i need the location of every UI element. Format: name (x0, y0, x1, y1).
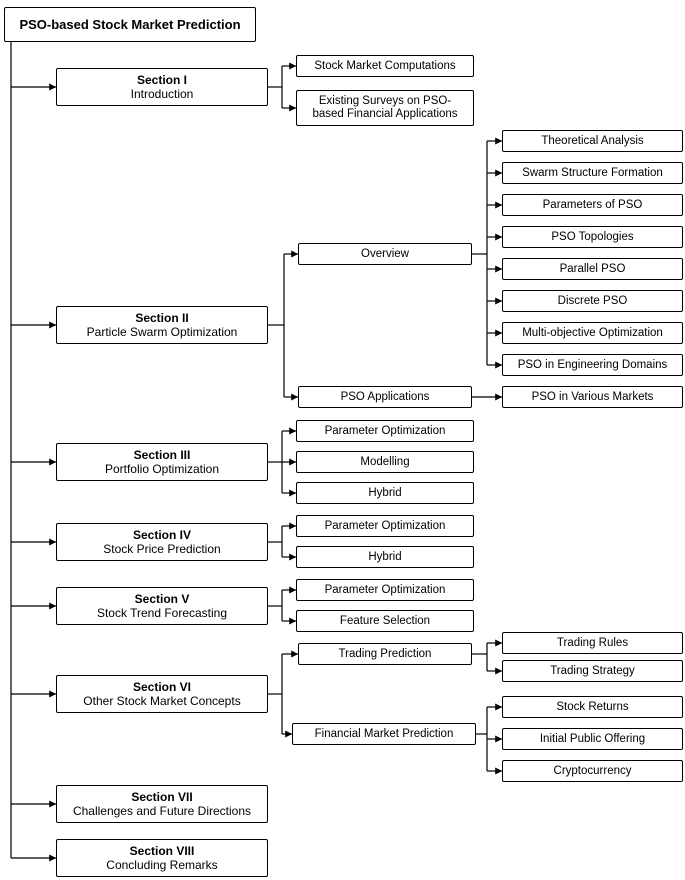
node-theoretical-analysis: Theoretical Analysis (502, 130, 683, 152)
node-pso-in-various-markets: PSO in Various Markets (502, 386, 683, 408)
node-section-2: Section II Particle Swarm Optimization (56, 306, 268, 344)
trunk-line (11, 42, 56, 858)
node-discrete-pso: Discrete PSO (502, 290, 683, 312)
connector-section-5 (268, 590, 296, 621)
node-s3-parameter-optimization: Parameter Optimization (296, 420, 474, 442)
node-section-1: Section I Introduction (56, 68, 268, 106)
node-stock-returns: Stock Returns (502, 696, 683, 718)
node-feature-selection: Feature Selection (296, 610, 474, 632)
node-section-8: Section VIII Concluding Remarks (56, 839, 268, 877)
node-cryptocurrency: Cryptocurrency (502, 760, 683, 782)
node-trading-prediction: Trading Prediction (298, 643, 472, 665)
connector-financial-market-prediction (476, 707, 502, 771)
node-existing-surveys: Existing Surveys on PSO-based Financial Applications (296, 90, 474, 126)
node-multi-objective-optimization: Multi-objective Optimization (502, 322, 683, 344)
node-pso-topologies: PSO Topologies (502, 226, 683, 248)
node-initial-public-offering: Initial Public Offering (502, 728, 683, 750)
node-trading-rules: Trading Rules (502, 632, 683, 654)
node-s5-parameter-optimization: Parameter Optimization (296, 579, 474, 601)
node-section-5: Section V Stock Trend Forecasting (56, 587, 268, 625)
node-root-title: PSO-based Stock Market Prediction (4, 7, 256, 42)
node-parallel-pso: Parallel PSO (502, 258, 683, 280)
connector-section-6 (268, 654, 298, 734)
connector-section-1 (268, 66, 296, 108)
connector-section-4 (268, 526, 296, 557)
node-overview: Overview (298, 243, 472, 265)
node-section-4: Section IV Stock Price Prediction (56, 523, 268, 561)
node-s3-hybrid: Hybrid (296, 482, 474, 504)
node-section-3: Section III Portfolio Optimization (56, 443, 268, 481)
node-pso-in-engineering-domains: PSO in Engineering Domains (502, 354, 683, 376)
node-stock-market-computations: Stock Market Computations (296, 55, 474, 77)
connector-overview (472, 141, 502, 365)
connector-section-2 (268, 254, 298, 397)
node-parameters-of-pso: Parameters of PSO (502, 194, 683, 216)
connector-section-3 (268, 431, 296, 493)
node-section-7: Section VII Challenges and Future Directions (56, 785, 268, 823)
node-financial-market-prediction: Financial Market Prediction (292, 723, 476, 745)
node-s4-hybrid: Hybrid (296, 546, 474, 568)
node-pso-applications: PSO Applications (298, 386, 472, 408)
node-modelling: Modelling (296, 451, 474, 473)
node-s4-parameter-optimization: Parameter Optimization (296, 515, 474, 537)
connector-trading-prediction (472, 643, 502, 671)
node-trading-strategy: Trading Strategy (502, 660, 683, 682)
node-swarm-structure-formation: Swarm Structure Formation (502, 162, 683, 184)
node-section-6: Section VI Other Stock Market Concepts (56, 675, 268, 713)
